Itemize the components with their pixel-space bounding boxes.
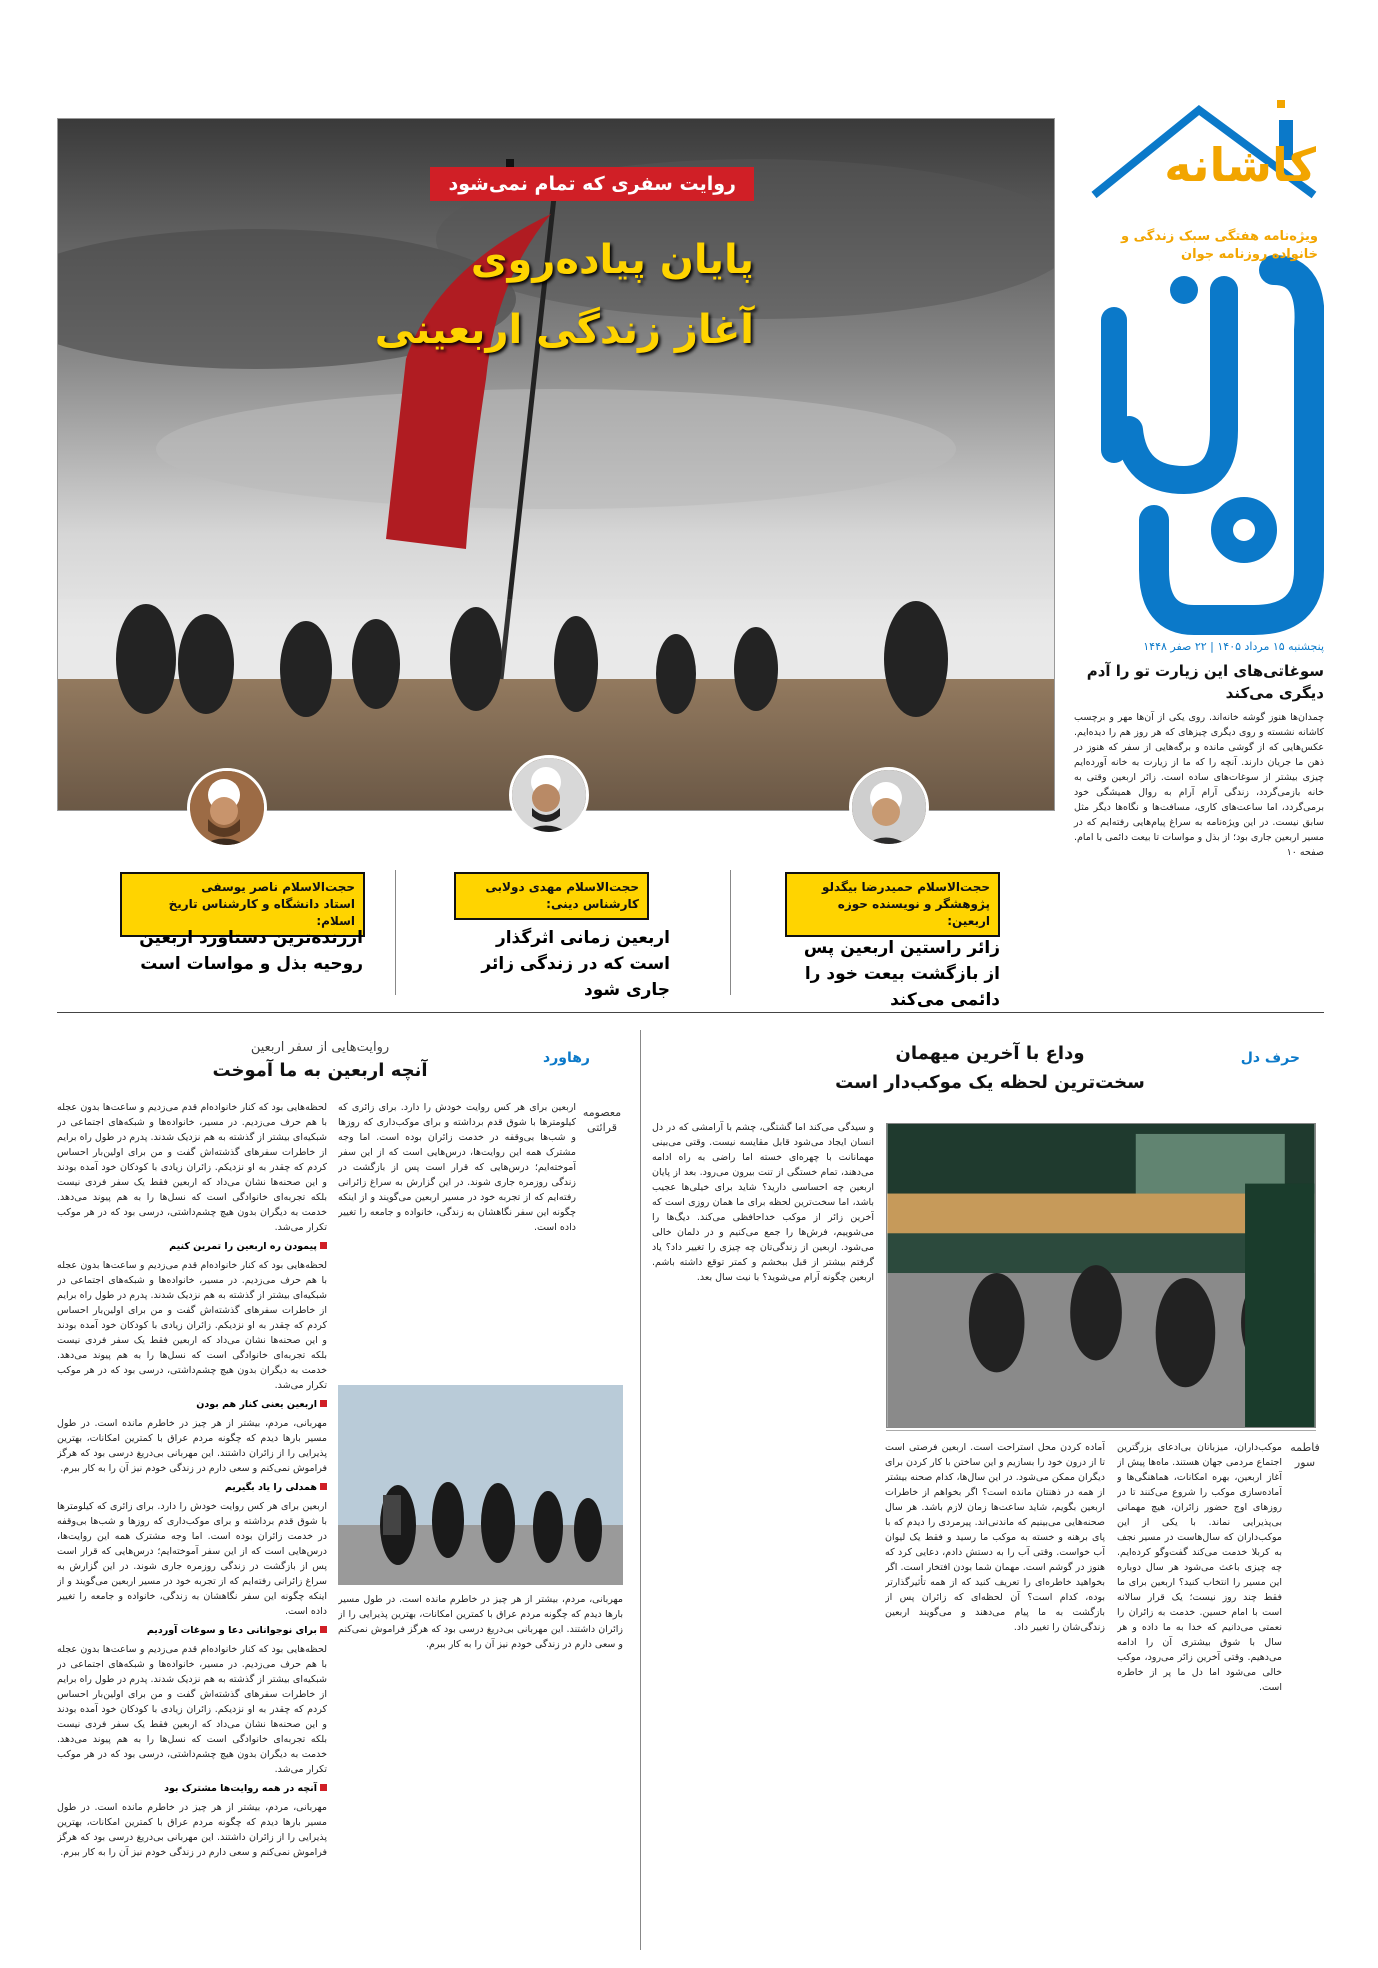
issue-date: پنجشنبه ۱۵ مرداد ۱۴۰۵ | ۲۲ صفر ۱۴۴۸ [1143, 640, 1324, 653]
sub-heading: پیمودن ره اربعین را تمرین کنیم [169, 1241, 317, 1252]
mokeb-photo-icon [886, 1123, 1316, 1428]
photo-underline [886, 1430, 1316, 1431]
expert-role: کارشناس دینی: [546, 897, 639, 911]
article-column [1117, 1440, 1282, 1950]
expert-role: پژوهشگر و نویسنده حوزه اربعین: [837, 897, 990, 928]
section-left-kicker: روایت‌هایی از سفر اربعین [250, 1040, 390, 1055]
expert-quote: زائر راستین اربعین پس از بازگشت بیعت خود را دائمی می‌کند [803, 938, 1000, 1010]
walking-pilgrims-photo-icon [338, 1385, 623, 1585]
hero-title-line-2: آغاز زندگی اربعینی [374, 307, 754, 353]
expert-quote: اربعین زمانی اثرگذار است که در زندگی زائر جاری شود [481, 928, 670, 1000]
article-paragraph: موکب‌داران، میزبانان بی‌ادعای بزرگترین اجتماع مردمی جهان هستند. ماه‌ها پیش از آغاز اربعین، بهره امکانات، هماهنگی‌ها و آماده‌سازی موکب را شروع می‌کنند تا در روزهای اوج حضور زائران، هیچ مهمانی بی‌پذیرایی نماند. با یکی از این موکب‌داران که سال‌هاست در مسیر نجف به کربلا خدمت می‌کند گفت‌وگو کرده‌ایم. چه چیزی باعث می‌شود هر سال دوباره این مسیر را انتخاب کنید؟ اربعین برای ما فقط چند روز نیست؛ یک قرار سالانه است با امام حسین. خدمت به زائران را نعمتی می‌دانیم که خدا به ما داده و هر سال با شوق بیشتری آن را ادامه می‌دهیم. وقتی آخرین زائر می‌رود، موکب خالی می‌شود اما دل ما پر از خاطره است. [1117, 1442, 1282, 1693]
expert-role: استاد دانشگاه و کارشناس تاریخ اسلام: [168, 897, 355, 928]
sub-heading: همدلی را یاد بگیریم [224, 1482, 317, 1493]
article-column [885, 1440, 1105, 1950]
expert-name: حجت‌الاسلام ناصر یوسفی [201, 880, 355, 894]
brand-name: کاشانه [1164, 138, 1316, 192]
article-paragraph: مهربانی، مردم، بیشتر از هر چیز در خاطرم مانده است. در طول مسیر بارها دیدم که چگونه مردم عراق با کمترین امکانات، بهترین پذیرایی را از زائران داشتند. این مهربانی بی‌دریغ درسی بود که هرگز فراموش نمی‌کنم و سعی دارم در زندگی خودم نیز آن را به کار ببرم. [57, 1802, 327, 1858]
masthead-subtitle: ویژه‌نامه هفتگی سبک زندگی و خانواده روزنامه جوان [1121, 229, 1318, 262]
byline: معصومه قرائتی [582, 1106, 622, 1134]
sub-heading: آنچه در همه روایت‌ها مشترک بود [164, 1783, 317, 1794]
article-paragraph: اربعین برای هر کس روایت خودش را دارد. برای زائری که کیلومترها با شوق قدم برداشته و برای موکب‌داری که روزها و شب‌ها بی‌وقفه در خدمت زائران بوده است. اما وجه مشترک همه این روایت‌ها، درس‌هایی است که از این سفر آموخته‌ایم؛ درس‌هایی که قرار است پس از بازگشت در زندگی روزمره جاری شوند. در این گزارش به سراغ زائرانی رفته‌ایم که از تجربه خود در مسیر اربعین می‌گویند و از اینکه چگونه این سفر نگاهشان به زندگی، خانواده و جامعه را تغییر داده است. [57, 1501, 327, 1617]
avatar [187, 768, 267, 848]
expert-name: حجت‌الاسلام حمیدرضا بیگدلو [822, 880, 990, 894]
byline: فاطمه سور [1290, 1441, 1320, 1469]
article-column [338, 1100, 576, 1375]
hero-kicker: روایت سفری که تمام نمی‌شود [430, 167, 754, 201]
section-right-title-2: سخت‌ترین لحظه یک موکب‌دار است [835, 1072, 1145, 1093]
cleric-portrait-icon [509, 758, 586, 835]
article-paragraph: لحظه‌هایی بود که کنار خانواده‌ام قدم می‌زدیم و ساعت‌ها بدون عجله با هم حرف می‌زدیم. در مسیر، خانواده‌ها و شبکه‌های اجتماعی در شبکیه‌ای بیشتر از گذشته به هم نزدیک شدند. پدرم در طول راه برایم از خاطرات سفرهای گذشته‌اش گفت و من برای اولین‌بار احساس کردم که چقدر به او نزدیکم. زائران زیادی با کودکان خود آمده بودند و این صحنه‌ها نشان می‌داد که اربعین فقط یک سفر فردی نیست بلکه تجربه‌ای خانوادگی است که نسل‌ها را به هم پیوند می‌دهد. خدمت به دیگران بدون هیچ چشم‌داشتی، درسی بود که در هر موکب تکرار می‌شد. [57, 1260, 327, 1391]
pilgrims-photo-icon [57, 119, 1054, 811]
bullet-square-icon [320, 1784, 327, 1791]
side-article-body: چمدان‌ها هنوز گوشه خانه‌اند. روی یکی از آن‌ها مهر و برچسب کاشانه نشسته و روی دیگری چیزهای که هر روز هم را دیده‌ایم. عکس‌هایی که از گوشی مانده و برگه‌هایی از سفر که هنوز در ذهن ما جریان دارند. آنچه را که ما از زیارت به خانه آورده‌ایم چیزی بیشتر از سوغات‌های ساده است. زائر اربعین وقتی به خانه بازمی‌گردد، زندگی آرام آرام به روال همیشگی خود برمی‌گردد، اما ساعت‌های کاری، مسافت‌ها و نگاه‌ها دیگر مثل سابق نیست. در این ویژه‌نامه به سراغ پیام‌هایی رفته‌ایم که در مسیر اربعین جاری بود؛ از بذل و مواسات تا بیعت دائمی با امام. صفحه ۱۰ [1074, 712, 1324, 858]
article-paragraph: مهربانی، مردم، بیشتر از هر چیز در خاطرم مانده است. در طول مسیر بارها دیدم که چگونه مردم عراق با کمترین امکانات، بهترین پذیرایی را از زائران داشتند. این مهربانی بی‌دریغ درسی بود که هرگز فراموش نمی‌کنم و سعی دارم در زندگی خودم نیز آن را به کار ببرم. [338, 1594, 623, 1650]
section-tab-label: حرف دل [1240, 1050, 1300, 1066]
expert-quote: ارزنده‌ترین دستاورد اربعین روحیه بذل و مواسات است [139, 928, 363, 974]
section-right-title-1: وداع با آخرین میهمان [895, 1043, 1085, 1064]
article-paragraph: و سیدگی می‌کند اما گشتگی، چشم با آرامشی که در دل انسان ایجاد می‌شود قابل مقایسه نیست. وقتی می‌بینی مهمانانت با چهره‌ای خسته اما راضی به راه ادامه می‌دهند، تمام خستگی از تنت بیرون می‌رود. بعد از پایان اربعین چه احساسی دارید؟ شاید برای خیلی‌ها عجیب باشد، اما سخت‌ترین لحظه برای ما همان روزی است که آخرین زائر از موکب خداحافظی می‌کند. دیگ‌ها را می‌شوییم، فرش‌ها را جمع می‌کنیم و در دلمان خالی می‌شود. اربعین از زندگی‌تان چه چیزی را تغییر داد؟ یاد گرفتم بیشتر از قبل ببخشم و کمتر توقع داشته باشم. اربعین چگونه آرام می‌شوید؟ با نیت سال بعد. [652, 1122, 874, 1283]
column-divider [730, 870, 731, 995]
article-paragraph: لحظه‌هایی بود که کنار خانواده‌ام قدم می‌زدیم و ساعت‌ها بدون عجله با هم حرف می‌زدیم. در مسیر، خانواده‌ها و شبکه‌های اجتماعی در شبکیه‌ای بیشتر از گذشته به هم نزدیک شدند. پدرم در طول راه برایم از خاطرات سفرهای گذشته‌اش گفت و من برای اولین‌بار احساس کردم که چقدر به او نزدیکم. زائران زیادی با کودکان خود آمده بودند و این صحنه‌ها نشان می‌داد که اربعین فقط یک سفر فردی نیست بلکه تجربه‌ای خانوادگی است که نسل‌ها را به هم پیوند می‌دهد. خدمت به دیگران بدون هیچ چشم‌داشتی، درسی بود که در هر موکب تکرار می‌شد. [57, 1644, 327, 1775]
article-paragraph: لحظه‌هایی بود که کنار خانواده‌ام قدم می‌زدیم و ساعت‌ها بدون عجله با هم حرف می‌زدیم. در مسیر، خانواده‌ها و شبکه‌های اجتماعی در شبکیه‌ای بیشتر از گذشته به هم نزدیک شدند. پدرم در طول راه برایم از خاطرات سفرهای گذشته‌اش گفت و من برای اولین‌بار احساس کردم که چقدر به او نزدیکم. زائران زیادی با کودکان خود آمده بودند و این صحنه‌ها نشان می‌داد که اربعین فقط یک سفر فردی نیست بلکه تجربه‌ای خانوادگی است که نسل‌ها را به هم پیوند می‌دهد. خدمت به دیگران بدون هیچ چشم‌داشتی، درسی بود که در هر موکب تکرار می‌شد. [57, 1102, 327, 1233]
expert-name: حجت‌الاسلام مهدی دولابی [485, 880, 639, 894]
section-left-title: آنچه اربعین به ما آموخت [212, 1060, 428, 1081]
cleric-portrait-icon [849, 770, 926, 847]
article-paragraph: اربعین برای هر کس روایت خودش را دارد. برای زائری که کیلومترها با شوق قدم برداشته و برای موکب‌داری که روزها و شب‌ها بی‌وقفه در خدمت زائران بوده است. اما وجه مشترک همه این روایت‌ها، درس‌هایی است که از این سفر آموخته‌ایم؛ درس‌هایی که قرار است پس از بازگشت در زندگی روزمره جاری شوند. در این گزارش به سراغ زائرانی رفته‌ایم که از تجربه خود در مسیر اربعین می‌گویند و از اینکه چگونه این سفر نگاهشان به زندگی، خانواده و جامعه را تغییر داده است. [338, 1102, 576, 1233]
masthead [1074, 100, 1324, 640]
expert-caption-1 [785, 872, 1000, 937]
sub-heading: اربعین یعنی کنار هم بودن [196, 1399, 317, 1410]
article-column [57, 1100, 327, 1950]
section-divider-vertical [640, 1030, 641, 1950]
side-article [1074, 660, 1324, 1000]
bullet-square-icon [320, 1483, 327, 1490]
bullet-square-icon [320, 1400, 327, 1407]
bullet-square-icon [320, 1242, 327, 1249]
hero-title-line-1: پایان پیاده‌روی [470, 237, 754, 283]
sub-heading: برای نوجوانانی دعا و سوغات آوردیم [146, 1625, 317, 1636]
hero-photo [57, 118, 1055, 811]
article-column [652, 1120, 874, 1950]
section-tab-label: رهاورد [543, 1050, 590, 1066]
article-column [338, 1592, 623, 1950]
avatar [509, 755, 589, 835]
article-paragraph: آماده کردن محل استراحت است. اربعین فرصتی است تا از درون خود را بسازیم و این ساختن با کار کردن برای دیگران ممکن می‌شود. در این سال‌ها، کدام صحنه بیشتر از همه در ذهنتان مانده است؟ اگر بخواهم از خاطرات اربعین بگویم، شاید ساعت‌ها زمان لازم باشد. هر سال صحنه‌هایی می‌بینیم که ماندنی‌اند. پیرمردی را دیدم که با پای برهنه و خسته به موکب ما رسید و فقط یک لیوان آب خواست. وقتی آب را به دستش دادم، دعایی کرد که هنوز در گوشم است. مهمان شما بودن افتخار است. اگر بخواهید خاطره‌ای را تعریف کنید که از همه تأثیرگذارتر بوده، کدام است؟ آن لحظه‌ای که زائران پس از بازگشت به ما پیام می‌دهند و می‌گویند اربعین زندگی‌شان را تغییر داد. [885, 1442, 1105, 1633]
section-divider [57, 1012, 1324, 1013]
cleric-portrait-icon [187, 771, 264, 848]
column-divider [395, 870, 396, 995]
side-article-title: سوغاتی‌های این زیارت تو را آدم دیگری می‌کند [1086, 662, 1324, 702]
avatar [849, 767, 929, 847]
expert-caption-2 [454, 872, 649, 920]
article-paragraph: مهربانی، مردم، بیشتر از هر چیز در خاطرم مانده است. در طول مسیر بارها دیدم که چگونه مردم عراق با کمترین امکانات، بهترین پذیرایی را از زائران داشتند. این مهربانی بی‌دریغ درسی بود که هرگز فراموش نمی‌کنم و سعی دارم در زندگی خودم نیز آن را به کار ببرم. [57, 1418, 327, 1474]
bullet-square-icon [320, 1626, 327, 1633]
